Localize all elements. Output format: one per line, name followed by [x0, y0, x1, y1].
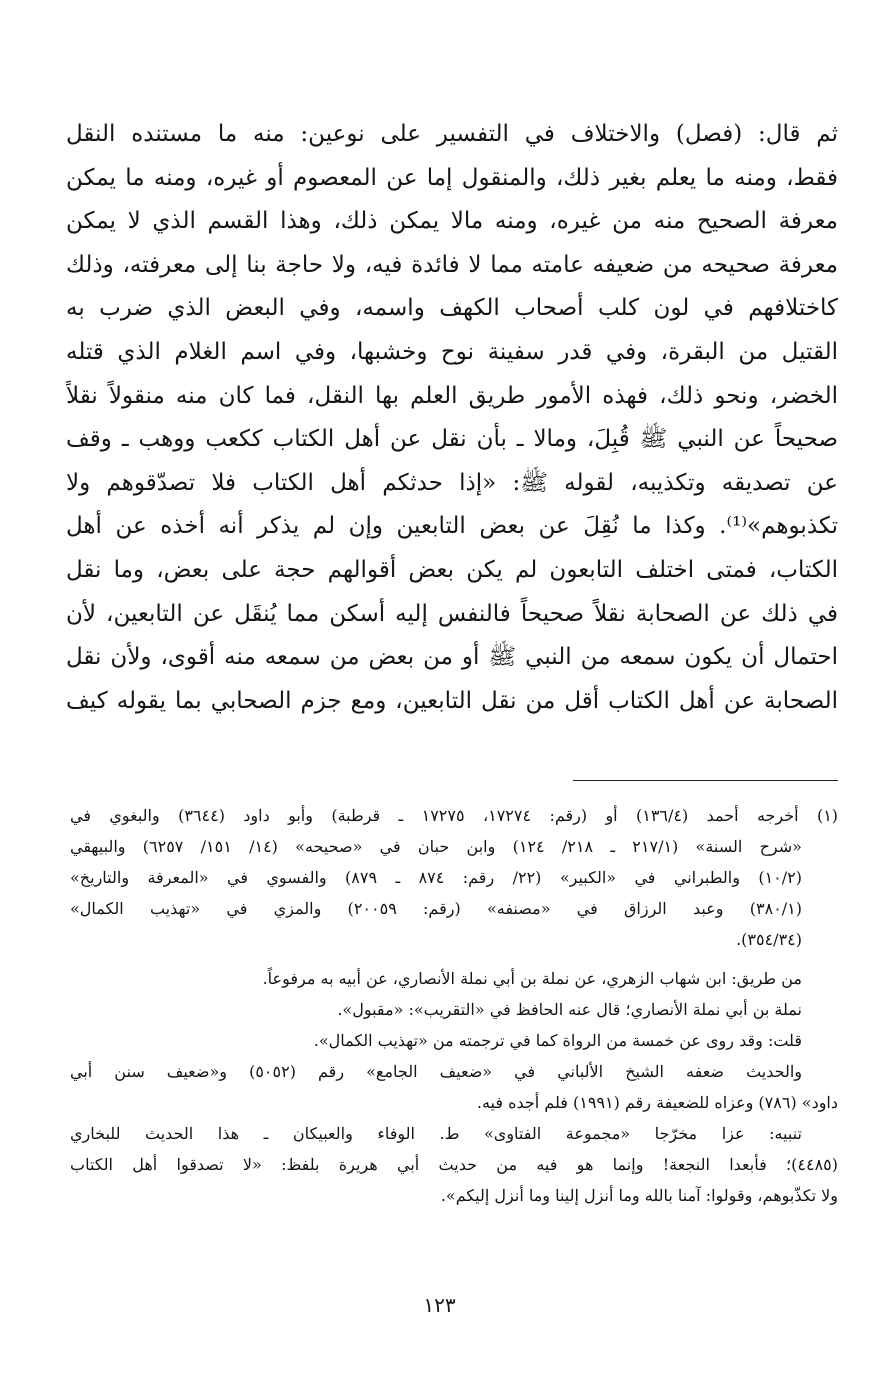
footnote-line: نملة بن أبي نملة الأنصاري؛ قال عنه الحافظ في «التقريب»: «مقبول». — [337, 1000, 802, 1019]
footnote-line: ولا تكذّبوهم، وقولوا: آمنا بالله وما أنزل إلينا وما أنزل إليكم». — [440, 1186, 838, 1205]
footnote-line: والحديث ضعفه الشيخ الألباني في «ضعيف الجامع» رقم (٥٠٥٢) و«ضعيف سنن أبي — [70, 1062, 803, 1081]
footnote-line: من طريق: ابن شهاب الزهري، عن نملة بن أبي نملة الأنصاري، عن أبيه به مرفوعاً. — [262, 969, 802, 988]
main-text-line: معرفة صحيحه من ضعيفه عامته مما لا فائدة فيه، ولا حاجة بنا إلى معرفته، وذلك — [66, 251, 838, 278]
footnote-line: «شرح السنة» (٢١٧/١ ـ ٢١٨/ ١٢٤) وابن حبان في «صحيحه» (١٤/ ١٥١/ ٦٢٥٧) والبيهقي — [70, 837, 802, 856]
footnote-line: (١) أخرجه أحمد (١٣٦/٤) أو (رقم: ١٧٢٧٤، ١٧٢٧٥ ـ قرطبة) وأبو داود (٣٦٤٤) والبغوي في — [70, 806, 838, 825]
footnote-line: قلت: وقد روى عن خمسة من الرواة كما في ترجمته من «تهذيب الكمال». — [313, 1031, 802, 1050]
main-text-line: تكذبوهم»⁽¹⁾. وكذا ما نُقِلَ عن بعض التابعين وإن لم يذكر أنه أخذه عن أهل — [66, 513, 838, 540]
footnote-line: (٣٨٠/١) وعبد الرزاق في «مصنفه» (رقم: ٢٠٠٥٩) والمزي في «تهذيب الكمال» — [70, 899, 803, 918]
main-text-line: الخضر، ونحو ذلك، فهذه الأمور طريق العلم بها النقل، فما كان منه منقولاً نقلاً — [66, 382, 838, 409]
footnotes-block — [70, 800, 838, 1211]
footnote-line: (٤٤٨٥)؛ فأبعدا النجعة! وإنما هو فيه من حديث أبي هريرة بلفظ: «لا تصدقوا أهل الكتاب — [70, 1155, 838, 1174]
main-text-line: الكتاب، فمتى اختلف التابعون لم يكن بعض أقوالهم حجة على بعض، وما نقل — [66, 556, 838, 583]
main-text-line: صحيحاً عن النبي ﷺ قُبِلَ، ومالا ـ بأن نقل عن أهل الكتاب ككعب ووهب ـ وقف — [66, 426, 838, 453]
footnote-line: (٣٥٤/٣٤). — [736, 930, 802, 949]
page-number: ١٢٣ — [423, 1293, 456, 1317]
main-text-line: ثم قال: (فصل) والاختلاف في التفسير على نوعين: منه ما مستنده النقل — [66, 121, 838, 147]
main-text-line: فقط، ومنه ما يعلم بغير ذلك، والمنقول إما عن المعصوم أو غيره، ومنه ما يمكن — [66, 164, 838, 191]
footnote-line: داود» (٧٨٦) وعزاه للضعيفة رقم (١٩٩١) فلم أجده فيه. — [476, 1093, 838, 1112]
main-text-line: احتمال أن يكون سمعه من النبي ﷺ أو من بعض من سمعه منه أقوى، ولأن نقل — [66, 644, 838, 671]
main-text-line: الصحابة عن أهل الكتاب أقل من نقل التابعين، ومع جزم الصحابي بما يقوله كيف — [66, 687, 838, 714]
main-text-line: في ذلك عن الصحابة نقلاً صحيحاً فالنفس إليه أسكن مما يُنقَل عن التابعين، لأن — [66, 600, 838, 627]
footnote-gap — [70, 955, 838, 963]
main-text-line: معرفة الصحيح منه من غيره، ومنه مالا يمكن ذلك، وهذا القسم الذي لا يمكن — [66, 208, 838, 235]
footnote-separator — [573, 780, 838, 781]
main-text-line: كاختلافهم في لون كلب أصحاب الكهف واسمه، وفي البعض الذي ضرب به — [66, 295, 838, 322]
footnote-line: تنبيه: عزا مخرّجا «مجموعة الفتاوى» ط. الوفاء والعبيكان ـ هذا الحديث للبخاري — [70, 1124, 802, 1143]
footnote-line: (١٠/٢) والطبراني في «الكبير» (٢٢/ رقم: ٨٧٤ ـ ٨٧٩) والفسوي في «المعرفة والتاريخ» — [70, 868, 802, 887]
main-text-line: عن تصديقه وتكذيبه، لقوله ﷺ: «إذا حدثكم أهل الكتاب فلا تصدّقوهم ولا — [66, 469, 838, 496]
main-text-line: القتيل من البقرة، وفي قدر سفينة نوح وخشبها، وفي اسم الغلام الذي قتله — [66, 338, 838, 365]
main-text-block — [66, 113, 838, 723]
